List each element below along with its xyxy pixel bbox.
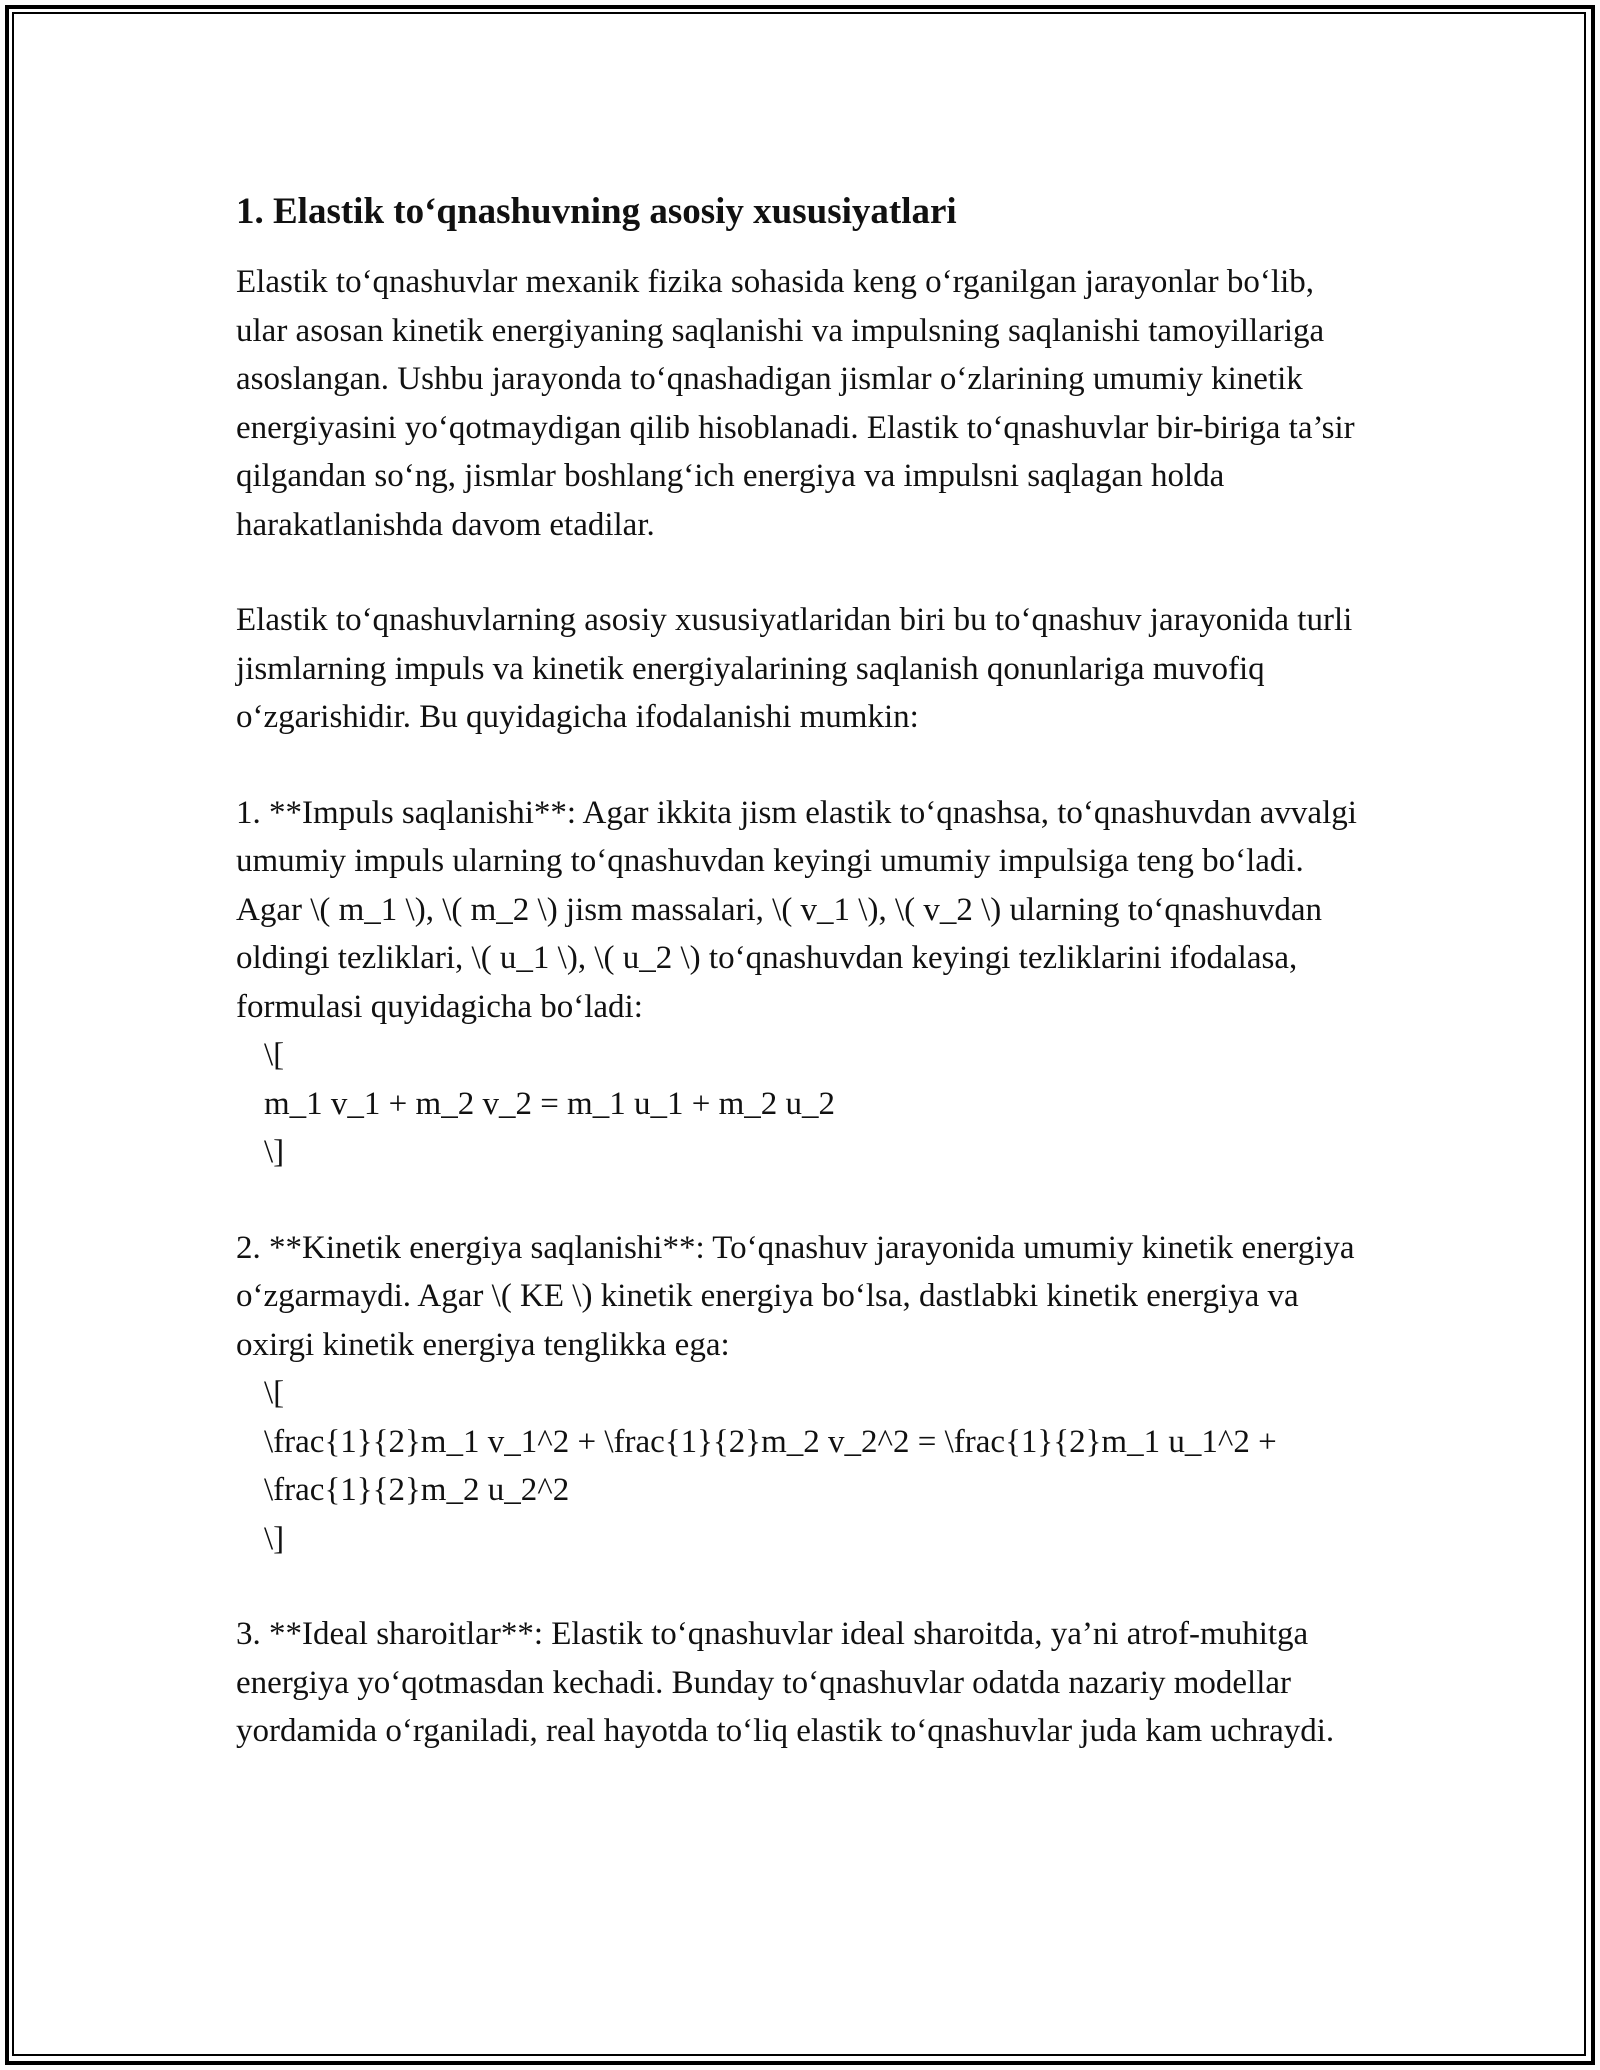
list-item-text: 3. **Ideal sharoitlar**: Elastik to‘qnashuvlar ideal sharoitda, ya’ni atrof-muhitga energiya yo‘qotmasdan kechadi. Bunday to‘qnashuvlar odatda nazariy modellar yordamida o‘rganiladi, real hayotda to‘liq elastik to‘qnashuvlar juda kam uchraydi. <box>236 1616 1335 1749</box>
list-item-text: 2. **Kinetik energiya saqlanishi**: To‘qnashuv jarayonida umumiy kinetik energiya o‘zgarmaydi. Agar \( KE \) kinetik energiya bo‘lsa, dastlabki kinetik energiya va oxirgi kinetik energiya tenglikka ega: <box>236 1229 1363 1363</box>
document-body <box>236 188 1366 1756</box>
formula-open: \[ <box>264 1037 285 1073</box>
formula-close: \] <box>264 1520 285 1557</box>
section-heading: 1. Elastik to‘qnashuvning asosiy xususiyatlari <box>236 191 957 232</box>
paragraph-properties: Elastik to‘qnashuvlarning asosiy xususiyatlaridan biri bu to‘qnashuv jarayonida turli jismlarning impuls va kinetik energiyalarining saqlanish qonunlariga muvofiq o‘zgarishidir. Bu quyidagicha ifodalanishi mumkin: <box>236 602 1361 735</box>
list-item-kinetic-energy <box>236 1224 1366 1564</box>
paragraph-intro: Elastik to‘qnashuvlar mexanik fizika sohasida keng o‘rganilgan jarayonlar bo‘lib, ular asosan kinetik energiyaning saqlanishi va impulsning saqlanishi tamoyillariga asoslangan. Ushbu jarayonda to‘qnashadigan jismlar o‘zlarining umumiy kinetik energiyasini yo‘qotmaydigan qilib hisoblanadi. Elastik to‘qnashuvlar bir-biriga ta’sir qilgandan so‘ng, jismlar boshlang‘ich energiya va impulsni saqlagan holda harakatlanishda davom etadilar. <box>236 264 1363 543</box>
formula-momentum: m_1 v_1 + m_2 v_2 = m_1 u_1 + m_2 u_2 <box>264 1085 836 1122</box>
formula-close: \] <box>264 1134 285 1170</box>
list-item-ideal-conditions <box>236 1610 1366 1756</box>
list-item-momentum <box>236 789 1366 1177</box>
list-item-text: 1. **Impuls saqlanishi**: Agar ikkita jism elastik to‘qnashsa, to‘qnashuvdan avvalgi umumiy impuls ularning to‘qnashuvdan keyingi umumiy impulsiga teng bo‘ladi. Agar \( m_1 \), \( m_2 \) jism massalari, \( v_1 \), \( v_2 \) ularning to‘qnashuvdan oldingi tezliklari, \( u_1 \), \( u_2 \) to‘qnashuvdan keyingi tezliklarini ifodalasa, formulasi quyidagicha bo‘ladi: <box>236 794 1366 1025</box>
formula-kinetic-energy: \frac{1}{2}m_1 v_1^2 + \frac{1}{2}m_2 v_2^2 = \frac{1}{2}m_1 u_1^2 + \frac{1}{2}m_2 u_2^2 <box>264 1423 1285 1508</box>
formula-open: \[ <box>264 1375 285 1411</box>
